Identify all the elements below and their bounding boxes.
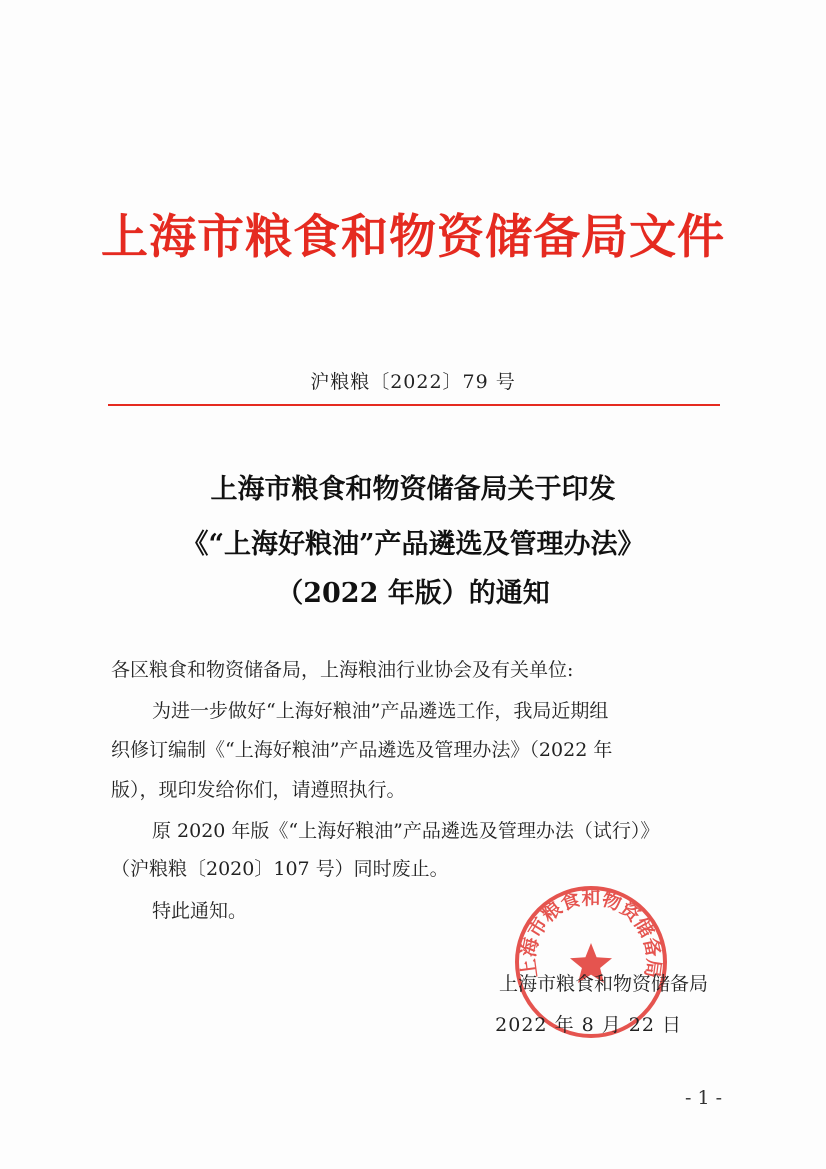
salutation: 各区粮食和物资储备局，上海粮油行业协会及有关单位: <box>111 659 574 681</box>
notice-title-line-1: 上海市粮食和物资储备局关于印发 <box>210 474 616 505</box>
paragraph-1-line-1: 为进一步做好“上海好粮油”产品遴选工作，我局近期组 <box>152 700 609 722</box>
paragraph-1-line-2: 织修订编制《“上海好粮油”产品遴选及管理办法》（2022 年 <box>111 739 613 761</box>
issue-date: 2022 年 8 月 22 日 <box>495 1014 682 1036</box>
page-number: - 1 - <box>684 1087 722 1109</box>
seal-text: 上海市粮食和物资储备局 <box>517 887 665 980</box>
red-divider-line <box>108 404 720 406</box>
issuer-signature: 上海市粮食和物资储备局 <box>498 973 708 995</box>
notice-title-line-2: 《“上海好粮油”产品遴选及管理办法》 <box>181 529 645 560</box>
masthead-title: 上海市粮食和物资储备局文件 <box>101 210 725 265</box>
document-number: 沪粮粮〔2022〕79 号 <box>310 371 516 393</box>
notice-title-line-3: （2022 年版）的通知 <box>276 578 550 609</box>
paragraph-2-line-1: 原 2020 年版《“上海好粮油”产品遴选及管理办法（试行）》 <box>152 820 660 842</box>
closing-line: 特此通知。 <box>152 900 248 922</box>
paragraph-1-line-3: 版），现印发给你们，请遵照执行。 <box>111 779 406 801</box>
paragraph-2-line-2: （沪粮粮〔2020〕107 号）同时废止。 <box>111 858 449 880</box>
